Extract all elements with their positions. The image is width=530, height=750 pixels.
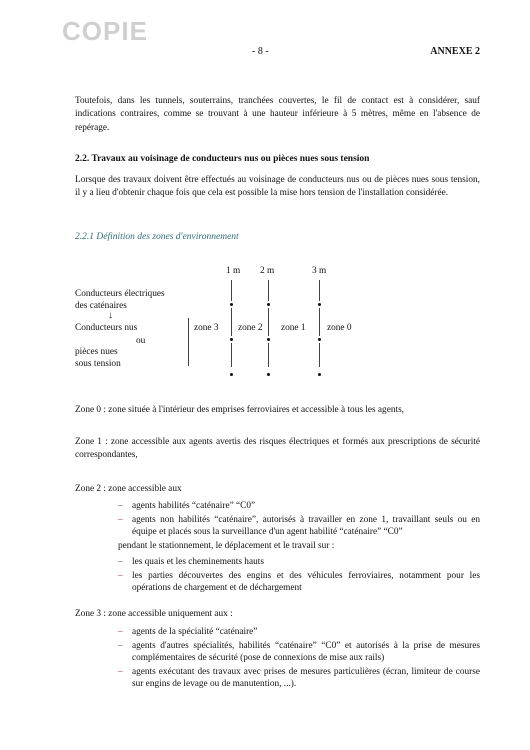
zone1-text: Zone 1 : zone accessible aux agents avertis des risques électriques et formés aux prescriptions de sécurité correspondantes, — [75, 437, 480, 460]
zone3-outer-line — [188, 318, 189, 366]
boundary-line-1m-mid — [231, 308, 232, 336]
zone2-list — [118, 500, 480, 540]
page-number: - 8 - — [252, 46, 269, 57]
label-catenary-conductors-line2: des caténaires — [75, 301, 127, 311]
zone-label-1: zone 1 — [281, 323, 306, 333]
list-item: – agents habilités “caténaire” “C0” — [118, 501, 256, 511]
dash-bullet-icon: – — [118, 501, 123, 511]
down-arrow-icon: ↓ — [108, 310, 113, 321]
distance-label-3m: 3 m — [312, 266, 327, 276]
zone0-definition: Zone 0 : zone située à l'intérieur des emprises ferroviaires et accessible à tous les agents, — [75, 405, 405, 415]
boundary-dot — [318, 338, 321, 341]
boundary-line-3m-top — [319, 280, 320, 301]
zone-label-3: zone 3 — [194, 323, 219, 333]
list-item: – les quais et les cheminements hauts — [118, 557, 264, 567]
dash-bullet-icon: – — [118, 557, 123, 567]
boundary-dot — [318, 373, 321, 376]
list-item: – agents exécutant des travaux avec prises de mesures particulières (écran, limiteur de course sur engins de levage ou de manutention, ...). — [118, 666, 480, 690]
boundary-line-2m-top — [268, 280, 269, 301]
zone3-list — [118, 626, 480, 692]
section-paragraph: Lorsque des travaux doivent être effectués au voisinage de conducteurs nus ou de pièces nues sous tension, il y a lieu d'obtenir chaque fois que cela est possible la mise hors tension de l'installation considérée. — [75, 175, 480, 199]
label-bare-parts-line2: sous tension — [75, 359, 121, 369]
label-bare-parts-line1: pièces nues — [75, 347, 118, 357]
list-item: – les parties découvertes des engins et des véhicules ferroviaires, notamment pour les opérations de chargement et de déchargement — [118, 570, 480, 594]
boundary-line-1m-top — [231, 280, 232, 301]
boundary-line-2m-mid — [268, 308, 269, 336]
dash-bullet-icon: – — [118, 570, 123, 581]
section-title: 2.2. Travaux au voisinage de conducteurs nus ou pièces nues sous tension — [75, 154, 370, 164]
dash-bullet-icon: – — [118, 640, 123, 651]
distance-label-2m: 2 m — [260, 266, 275, 276]
boundary-line-3m-bottom — [319, 343, 320, 367]
distance-label-1m: 1 m — [226, 266, 241, 276]
list-item: – agents d'autres spécialités, habilités “caténaire” “C0” et autorisés à la prise de mesures complémentaires de sécurité (pose de connexions de mise aux rails) — [118, 640, 480, 664]
zone2-title: Zone 2 : zone accessible aux — [75, 484, 182, 494]
zone2-middle-text: pendant le stationnement, le déplacement et le travail sur : — [118, 541, 335, 551]
zone2-list-2 — [118, 556, 480, 596]
list-item: – agents de la spécialité “caténaire” — [118, 627, 258, 637]
label-or: ou — [136, 336, 146, 346]
list-item: – agents non habilités “caténaire”, autorisés à travailler en zone 1, travaillant seuls ou en équipe et placés sous la surveillance d'un agent habilité “caténaire” “C0” — [118, 514, 480, 538]
boundary-dot — [318, 303, 321, 306]
boundary-dot — [267, 303, 270, 306]
boundary-dot — [230, 303, 233, 306]
subsection-title: 2.2.1 Définition des zones d'environnement — [75, 232, 239, 242]
boundary-line-3m-mid — [319, 308, 320, 336]
boundary-dot — [230, 373, 233, 376]
boundary-line-1m-bottom — [231, 343, 232, 367]
zone-label-0: zone 0 — [327, 323, 352, 333]
annex-label: ANNEXE 2 — [430, 46, 480, 57]
intro-paragraph: Toutefois, dans les tunnels, souterrains, tranchées couvertes, le fil de contact est à considérer, sauf indications contraires, comme se trouvant à une hauteur inférieure à 5 mètres, même en l'absence de repérage. — [75, 96, 480, 133]
boundary-dot — [230, 338, 233, 341]
dash-bullet-icon: – — [118, 666, 123, 677]
copy-stamp: COPIE — [62, 16, 148, 46]
zone1-definition — [75, 436, 480, 462]
label-bare-conductors: Conducteurs nus — [75, 323, 138, 333]
label-catenary-conductors-line1: Conducteurs électriques — [75, 289, 165, 299]
boundary-dot — [267, 373, 270, 376]
zone3-title: Zone 3 : zone accessible uniquement aux : — [75, 609, 233, 619]
dash-bullet-icon: – — [118, 627, 123, 637]
boundary-line-2m-bottom — [268, 343, 269, 367]
boundary-dot — [267, 338, 270, 341]
dash-bullet-icon: – — [118, 514, 123, 525]
zone-label-2: zone 2 — [238, 323, 263, 333]
